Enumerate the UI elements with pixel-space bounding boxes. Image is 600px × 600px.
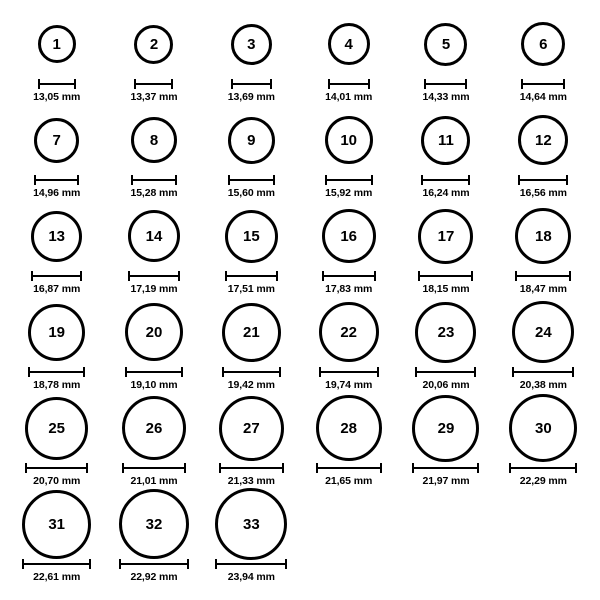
dimension-cap-right [187, 559, 189, 569]
ring-circle [316, 395, 382, 461]
ring-size-cell [397, 202, 494, 298]
ring-size-label: 23 [437, 323, 455, 341]
ring-wrap [38, 12, 76, 76]
diameter-label: 18,78 mm [33, 379, 81, 391]
diameter-label: 21,33 mm [227, 475, 275, 487]
dimension-line-bar [325, 179, 373, 181]
ring-wrap [25, 396, 88, 460]
ring-wrap [424, 12, 467, 76]
dimension-cap-right [77, 175, 79, 185]
dimension-line [225, 271, 278, 280]
ring-size-label: 25 [48, 419, 65, 437]
ring-circle [22, 490, 91, 559]
dimension-cap-right [368, 79, 370, 89]
ring-size-label: 2 [149, 35, 159, 53]
ring-size-grid [8, 10, 592, 586]
dimension-cap-left [322, 271, 324, 281]
dimension-line [418, 271, 473, 280]
dimension-line-bar [316, 467, 382, 469]
ring-size-cell [8, 490, 105, 586]
dimension-cap-left [518, 175, 520, 185]
dimension-cap-left [228, 175, 230, 185]
dimension-cap-left [421, 175, 423, 185]
dimension-line [521, 79, 565, 88]
ring-size-cell [105, 298, 202, 394]
ring-size-cell [8, 10, 105, 106]
dimension-cap-right [572, 367, 574, 377]
ring-size-label: 20 [145, 323, 163, 341]
dimension-cap-right [575, 463, 577, 473]
diameter-label: 21,97 mm [422, 475, 470, 487]
dimension-cap-left [22, 559, 24, 569]
dimension-cap-left [325, 175, 327, 185]
dimension-line [228, 175, 275, 184]
ring-circle [322, 209, 376, 263]
dimension-line [25, 463, 88, 472]
ring-circle [421, 116, 470, 165]
dimension-cap-left [31, 271, 33, 281]
diameter-label: 15,60 mm [227, 187, 275, 199]
ring-circle [415, 302, 476, 363]
ring-size-label: 11 [438, 131, 454, 149]
ring-wrap [225, 204, 278, 268]
ring-size-cell [105, 106, 202, 202]
ring-wrap [125, 300, 183, 364]
ring-size-cell [203, 106, 300, 202]
dimension-line [122, 463, 186, 472]
ring-wrap [122, 396, 186, 460]
dimension-line-bar [515, 275, 571, 277]
dimension-line [509, 463, 577, 472]
ring-size-label: 21 [242, 323, 260, 341]
dimension-cap-left [222, 367, 224, 377]
ring-size-label: 26 [145, 419, 163, 437]
ring-size-label: 1 [52, 35, 61, 53]
ring-size-label: 29 [437, 419, 455, 437]
ring-wrap [119, 492, 189, 556]
ring-wrap [415, 300, 476, 364]
diameter-label: 14,64 mm [519, 91, 567, 103]
ring-wrap [131, 108, 177, 172]
ring-circle [215, 488, 287, 560]
ring-size-label: 9 [247, 131, 256, 149]
dimension-cap-left [119, 559, 121, 569]
dimension-line [421, 175, 470, 184]
ring-circle [515, 208, 571, 264]
dimension-line-bar [421, 179, 470, 181]
dimension-cap-right [89, 559, 91, 569]
ring-size-label: 31 [48, 515, 65, 533]
diameter-label: 14,96 mm [33, 187, 81, 199]
dimension-line-bar [25, 467, 88, 469]
ring-circle [509, 394, 577, 462]
dimension-cap-right [477, 463, 479, 473]
ring-size-cell [300, 394, 397, 490]
diameter-label: 20,06 mm [422, 379, 470, 391]
dimension-cap-left [512, 367, 514, 377]
dimension-cap-right [178, 271, 180, 281]
diameter-label: 20,70 mm [33, 475, 81, 487]
ring-size-label: 14 [145, 227, 163, 245]
ring-size-label: 7 [52, 131, 61, 149]
dimension-cap-right [276, 271, 278, 281]
ring-wrap [515, 204, 571, 268]
ring-circle [412, 395, 479, 462]
dimension-line [31, 271, 82, 280]
diameter-label: 13,05 mm [33, 91, 81, 103]
ring-circle [518, 115, 568, 165]
ring-size-cell [203, 298, 300, 394]
ring-size-label: 17 [437, 227, 455, 245]
dimension-line-bar [512, 371, 574, 373]
ring-wrap [518, 108, 568, 172]
diameter-label: 22,92 mm [130, 571, 178, 583]
ring-circle [131, 117, 177, 163]
ring-wrap [215, 492, 287, 556]
dimension-cap-right [184, 463, 186, 473]
ring-circle [219, 396, 284, 461]
ring-size-cell [203, 202, 300, 298]
diameter-label: 19,74 mm [325, 379, 373, 391]
ring-circle [134, 25, 173, 64]
ring-size-label: 4 [344, 35, 353, 53]
diameter-label: 17,83 mm [325, 283, 373, 295]
ring-wrap [322, 204, 376, 268]
ring-wrap [128, 204, 180, 268]
dimension-cap-left [424, 79, 426, 89]
dimension-line-bar [225, 275, 278, 277]
dimension-line [231, 79, 272, 88]
ring-size-label: 24 [534, 323, 552, 341]
ring-wrap [521, 12, 565, 76]
dimension-cap-right [171, 79, 173, 89]
ring-size-cell [300, 10, 397, 106]
ring-size-cell [8, 106, 105, 202]
ring-circle [125, 303, 183, 361]
dimension-cap-right [86, 463, 88, 473]
diameter-label: 17,19 mm [130, 283, 178, 295]
dimension-cap-left [415, 367, 417, 377]
ring-wrap [316, 396, 382, 460]
dimension-cap-right [374, 271, 376, 281]
ring-circle [418, 209, 473, 264]
dimension-line-bar [119, 563, 189, 565]
ring-size-cell [300, 106, 397, 202]
ring-size-label: 12 [534, 131, 552, 149]
ring-circle [225, 210, 278, 263]
ring-wrap [28, 300, 85, 364]
ring-size-cell [495, 394, 592, 490]
ring-size-label: 13 [48, 227, 65, 245]
dimension-cap-right [569, 271, 571, 281]
dimension-line [415, 367, 476, 376]
dimension-line-bar [134, 83, 173, 85]
ring-size-cell [300, 202, 397, 298]
ring-size-label: 28 [340, 419, 357, 437]
ring-wrap [22, 492, 91, 556]
ring-circle [31, 211, 82, 262]
dimension-line-bar [415, 371, 476, 373]
dimension-cap-right [563, 79, 565, 89]
dimension-cap-left [412, 463, 414, 473]
dimension-line-bar [424, 83, 467, 85]
ring-size-label: 30 [534, 419, 552, 437]
dimension-cap-right [80, 271, 82, 281]
ring-circle [325, 116, 373, 164]
diameter-label: 17,51 mm [227, 283, 275, 295]
ring-size-cell [495, 202, 592, 298]
dimension-line-bar [412, 467, 479, 469]
dimension-cap-left [122, 463, 124, 473]
ring-size-cell [203, 490, 300, 586]
dimension-line [322, 271, 376, 280]
dimension-line-bar [222, 371, 281, 373]
dimension-cap-right [175, 175, 177, 185]
dimension-cap-right [566, 175, 568, 185]
dimension-line [222, 367, 281, 376]
ring-size-label: 3 [247, 35, 256, 53]
dimension-cap-left [134, 79, 136, 89]
dimension-line [34, 175, 79, 184]
ring-wrap [512, 300, 574, 364]
dimension-cap-left [509, 463, 511, 473]
dimension-cap-left [316, 463, 318, 473]
ring-size-label: 33 [242, 515, 260, 533]
dimension-cap-right [74, 79, 76, 89]
dimension-line-bar [34, 179, 79, 181]
ring-size-cell [105, 394, 202, 490]
ring-wrap [421, 108, 470, 172]
dimension-cap-right [270, 79, 272, 89]
ring-circle [34, 118, 79, 163]
ring-size-cell [105, 202, 202, 298]
dimension-line-bar [31, 275, 82, 277]
dimension-cap-left [515, 271, 517, 281]
diameter-label: 20,38 mm [519, 379, 567, 391]
dimension-line-bar [22, 563, 91, 565]
diameter-label: 15,28 mm [130, 187, 178, 199]
dimension-line-bar [319, 371, 379, 373]
dimension-line [22, 559, 91, 568]
ring-size-label: 22 [340, 323, 357, 341]
ring-wrap [231, 12, 272, 76]
dimension-line [219, 463, 284, 472]
ring-wrap [325, 108, 373, 172]
ring-wrap [34, 108, 79, 172]
dimension-line [518, 175, 568, 184]
dimension-cap-right [285, 559, 287, 569]
dimension-line-bar [125, 371, 183, 373]
ring-size-label: 8 [149, 131, 159, 149]
ring-wrap [509, 396, 577, 460]
dimension-cap-left [34, 175, 36, 185]
dimension-cap-right [371, 175, 373, 185]
dimension-cap-left [28, 367, 30, 377]
dimension-line-bar [38, 83, 76, 85]
dimension-line-bar [122, 467, 186, 469]
ring-size-label: 10 [340, 131, 357, 149]
dimension-cap-left [231, 79, 233, 89]
diameter-label: 14,01 mm [325, 91, 373, 103]
diameter-label: 15,92 mm [325, 187, 373, 199]
ring-size-cell [203, 394, 300, 490]
diameter-label: 13,37 mm [130, 91, 178, 103]
ring-size-cell [300, 298, 397, 394]
ring-circle [512, 301, 574, 363]
dimension-cap-left [219, 463, 221, 473]
diameter-label: 16,56 mm [519, 187, 567, 199]
dimension-line-bar [128, 275, 180, 277]
dimension-line-bar [131, 179, 177, 181]
ring-size-cell [397, 106, 494, 202]
dimension-line [424, 79, 467, 88]
ring-circle [424, 23, 467, 66]
dimension-cap-right [181, 367, 183, 377]
dimension-line [125, 367, 183, 376]
ring-size-label: 32 [145, 515, 163, 533]
ring-circle [122, 396, 186, 460]
dimension-line [38, 79, 76, 88]
ring-circle [119, 489, 189, 559]
dimension-line-bar [228, 179, 275, 181]
dimension-line [131, 175, 177, 184]
dimension-cap-left [25, 463, 27, 473]
dimension-cap-right [282, 463, 284, 473]
dimension-line-bar [28, 371, 85, 373]
ring-wrap [228, 108, 275, 172]
ring-size-cell [397, 10, 494, 106]
dimension-cap-left [319, 367, 321, 377]
ring-size-cell [495, 10, 592, 106]
dimension-line [128, 271, 180, 280]
dimension-cap-right [380, 463, 382, 473]
ring-size-label: 6 [539, 35, 548, 53]
dimension-line-bar [328, 83, 370, 85]
dimension-line [412, 463, 479, 472]
ring-circle [128, 210, 180, 262]
diameter-label: 19,10 mm [130, 379, 178, 391]
diameter-label: 22,29 mm [519, 475, 567, 487]
ring-size-cell [8, 202, 105, 298]
dimension-line [325, 175, 373, 184]
ring-wrap [412, 396, 479, 460]
dimension-cap-right [471, 271, 473, 281]
dimension-cap-left [128, 271, 130, 281]
ring-circle [521, 22, 565, 66]
ring-size-cell [203, 10, 300, 106]
dimension-line [316, 463, 382, 472]
dimension-line-bar [509, 467, 577, 469]
ring-size-label: 19 [48, 323, 65, 341]
dimension-line [319, 367, 379, 376]
dimension-cap-right [474, 367, 476, 377]
dimension-line-bar [219, 467, 284, 469]
ring-circle [222, 303, 281, 362]
ring-size-cell [105, 10, 202, 106]
ring-wrap [134, 12, 173, 76]
dimension-cap-right [465, 79, 467, 89]
ring-size-label: 5 [441, 35, 451, 53]
ring-size-label: 16 [340, 227, 357, 245]
dimension-cap-right [468, 175, 470, 185]
ring-size-cell [8, 298, 105, 394]
diameter-label: 22,61 mm [33, 571, 81, 583]
dimension-line [28, 367, 85, 376]
dimension-cap-left [328, 79, 330, 89]
ring-wrap [222, 300, 281, 364]
ring-circle [328, 23, 370, 65]
ring-circle [25, 397, 88, 460]
diameter-label: 16,87 mm [33, 283, 81, 295]
diameter-label: 14,33 mm [422, 91, 470, 103]
dimension-line-bar [231, 83, 272, 85]
dimension-cap-left [131, 175, 133, 185]
diameter-label: 13,69 mm [227, 91, 275, 103]
ring-wrap [418, 204, 473, 268]
dimension-line [512, 367, 574, 376]
diameter-label: 18,47 mm [519, 283, 567, 295]
ring-size-label: 15 [242, 227, 260, 245]
ring-circle [231, 24, 272, 65]
ring-size-cell [495, 106, 592, 202]
dimension-cap-left [215, 559, 217, 569]
dimension-cap-right [279, 367, 281, 377]
diameter-label: 21,01 mm [130, 475, 178, 487]
ring-size-label: 27 [242, 419, 260, 437]
ring-circle [38, 25, 76, 63]
dimension-cap-right [273, 175, 275, 185]
dimension-line-bar [322, 275, 376, 277]
ring-size-cell [397, 394, 494, 490]
ring-wrap [319, 300, 379, 364]
ring-size-cell [105, 490, 202, 586]
ring-circle [228, 117, 275, 164]
ring-circle [319, 302, 379, 362]
dimension-line [134, 79, 173, 88]
dimension-line-bar [521, 83, 565, 85]
dimension-cap-right [377, 367, 379, 377]
dimension-cap-right [83, 367, 85, 377]
dimension-line-bar [418, 275, 473, 277]
dimension-line [119, 559, 189, 568]
ring-size-label: 18 [534, 227, 552, 245]
dimension-cap-left [125, 367, 127, 377]
ring-wrap [219, 396, 284, 460]
dimension-cap-left [418, 271, 420, 281]
dimension-line-bar [215, 563, 287, 565]
dimension-line [328, 79, 370, 88]
diameter-label: 18,15 mm [422, 283, 470, 295]
ring-wrap [328, 12, 370, 76]
diameter-label: 21,65 mm [325, 475, 373, 487]
ring-circle [28, 304, 85, 361]
dimension-cap-left [38, 79, 40, 89]
dimension-line-bar [518, 179, 568, 181]
ring-size-cell [8, 394, 105, 490]
diameter-label: 23,94 mm [227, 571, 275, 583]
diameter-label: 16,24 mm [422, 187, 470, 199]
dimension-line [515, 271, 571, 280]
diameter-label: 19,42 mm [227, 379, 275, 391]
ring-size-cell [397, 298, 494, 394]
dimension-cap-left [521, 79, 523, 89]
ring-size-cell [495, 298, 592, 394]
dimension-cap-left [225, 271, 227, 281]
dimension-line [215, 559, 287, 568]
ring-wrap [31, 204, 82, 268]
